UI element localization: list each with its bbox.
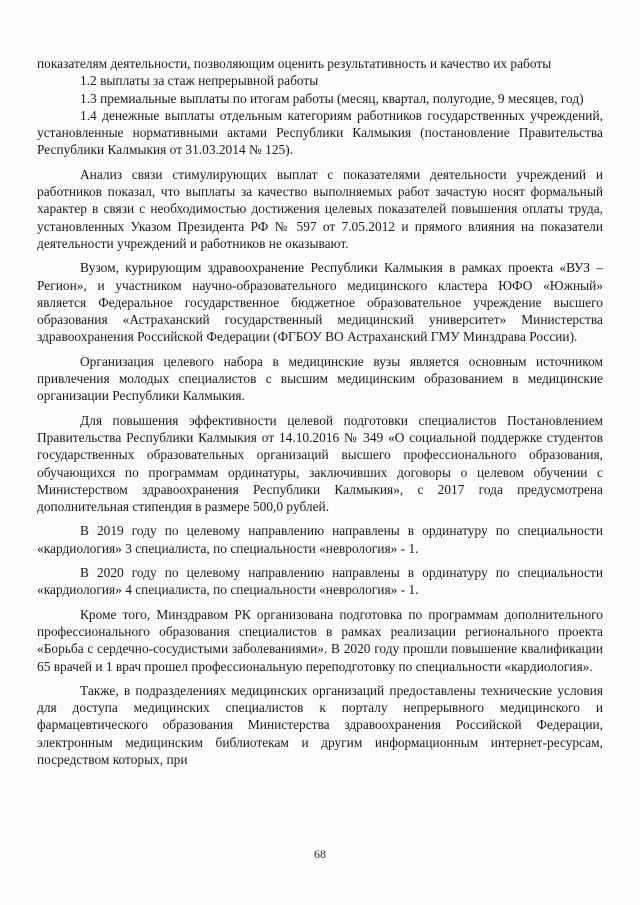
paragraph-2019: В 2019 году по целевому направлению направлены в ординатуру по специальности «кардиология» 3 специалиста, по специальности «неврология» - 1. <box>37 523 603 556</box>
page-number: 68 <box>314 847 326 861</box>
paragraph-item-1-4: 1.4 денежные выплаты отдельным категориям работников государственных учреждений, установленные нормативными актами Республики Калмыкия (постановление Правительства Республики Калмыкия от 31.03.2014 № 125). <box>37 107 603 158</box>
paragraph-item-1-3: 1.3 премиальные выплаты по итогам работы (месяц, квартал, полугодие, 9 месяцев, год) <box>80 90 584 106</box>
paragraph-analysis: Анализ связи стимулирующих выплат с показателями деятельности учреждений и работников показал, что выплаты за качество выполняемых работ зачастую носят формальный характер в связи с необходимостью достижения целевых показателей повышения оплаты труда, установленных Указом Президента РФ № 597 от 7.05.2012 и прямого влияния на показатели деятельности учреждений и работников не оказывают. <box>37 166 603 251</box>
paragraph-university: Вузом, курирующим здравоохранение Республики Калмыкия в рамках проекта «ВУЗ – Регион», и участником научно-образовательного медицинского кластера ЮФО «Южный» является Федеральное государственное бюджетное образовательное учреждение высшего образования «Астраханский государственный медицинский университет» Министерства здравоохранения Российской Федерации (ФГБОУ ВО Астраханский ГМУ Минздрава России). <box>37 260 603 345</box>
paragraph-additional-training: Кроме того, Минздравом РК организована подготовка по программам дополнительного профессионального образования специалистов в рамках реализации регионального проекта «Борьба с сердечно-сосудистыми заболеваниями». В 2020 году прошли повышение квалификации 65 врачей и 1 врач прошел профессиональную переподготовку по специальности «кардиология». <box>37 606 603 674</box>
document-body <box>37 55 603 768</box>
paragraph-item-1-2: 1.2 выплаты за стаж непрерывной работы <box>80 73 319 89</box>
paragraph-portal-access: Также, в подразделениях медицинских организаций предоставлены технические условия для доступа медицинских специалистов к порталу непрерывного медицинского и фармацевтического образования Министерства здравоохранения Российской Федерации, электронным медицинским библиотекам и другим информационным интернет-ресурсам, посредством которых, при <box>37 682 603 767</box>
paragraph-stipend: Для повышения эффективности целевой подготовки специалистов Постановлением Правительства Республики Калмыкия от 14.10.2016 № 349 «О социальной поддержке студентов государственных образовательных организаций высшего профессионального образования, обучающихся по программам ординатуры, заключивших договоры о целевом обучении с Министерством здравоохранения Республики Калмыкия», с 2017 года предусмотрена дополнительная стипендия в размере 500,0 рублей. <box>37 412 603 515</box>
paragraph-2020: В 2020 году по целевому направлению направлены в ординатуру по специальности «кардиология» 4 специалиста, по специальности «неврология» - 1. <box>37 565 603 598</box>
paragraph-target-admission: Организация целевого набора в медицинские вузы является основным источником привлечения молодых специалистов с высшим медицинским образованием в медицинские организации Республики Калмыкия. <box>37 353 603 404</box>
paragraph-continuation: показателям деятельности, позволяющим оценить результативность и качество их работы <box>37 56 552 71</box>
